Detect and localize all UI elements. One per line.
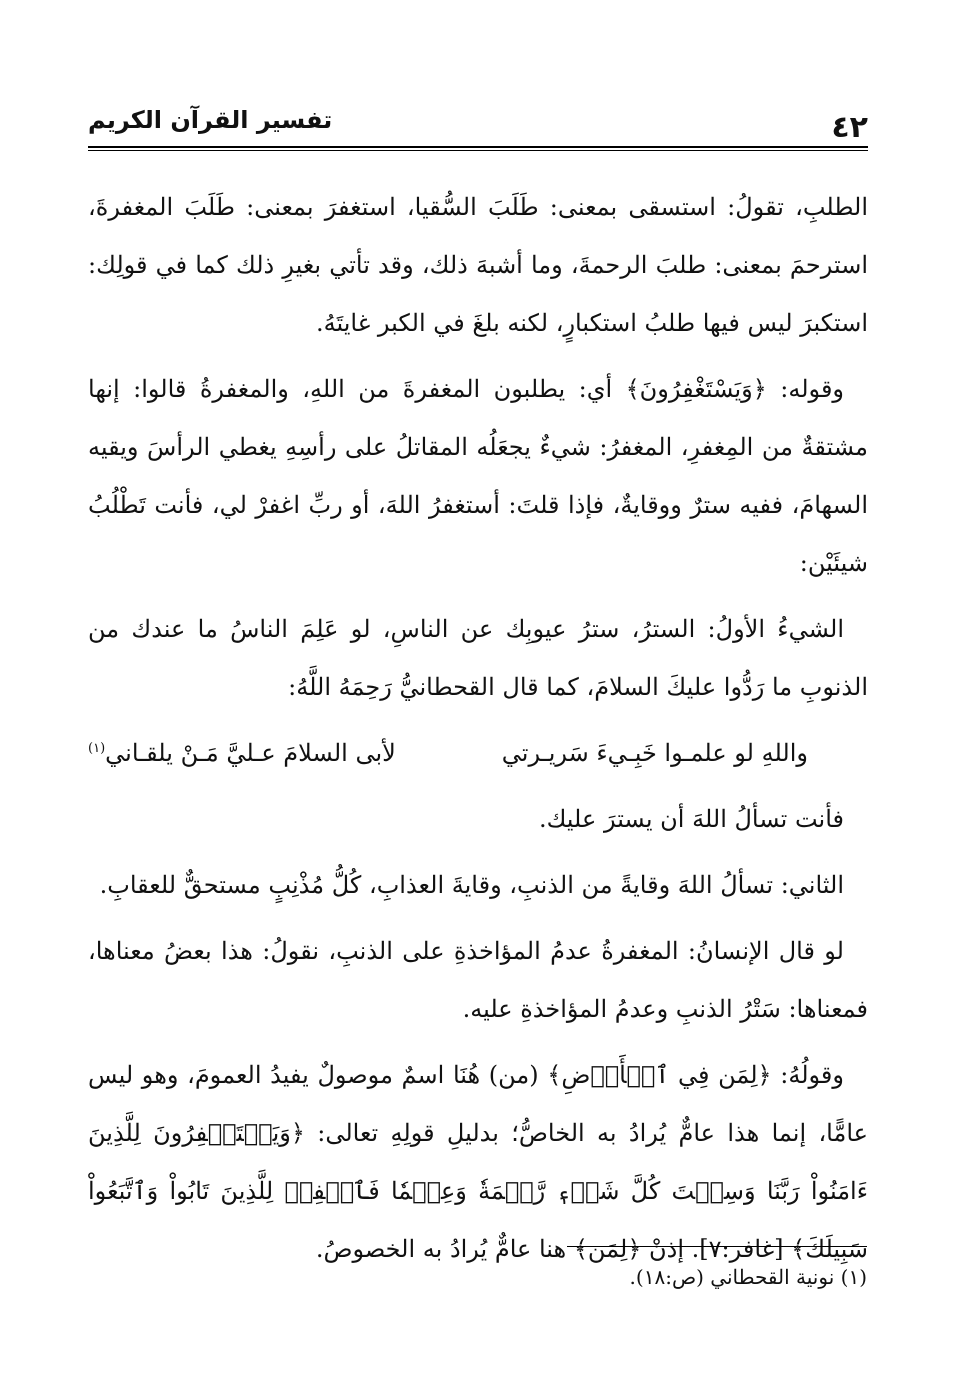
book-title: تفسير القرآن الكريم <box>88 106 333 134</box>
footnote-marker: (١) <box>88 741 106 756</box>
poetry-verse <box>88 724 868 782</box>
header-rule <box>88 146 868 151</box>
footnote-1: (١) نونية القحطاني (ص:١٨). <box>629 1265 867 1289</box>
paragraph-4: فأنت تسألُ اللهَ أن يسترَ عليك. <box>538 805 844 833</box>
page-body <box>88 178 868 1286</box>
paragraph-5: الثاني: تسألُ اللهَ وقايةً من الذنبِ، وقايةَ العذابِ، كُلُّ مُذْنِبٍ مستحقٌّ للعقابِ. <box>99 871 844 899</box>
verse-hemistich-first: واللهِ لو علمـوا خَبِـيءَ سَريـرتي <box>501 739 808 767</box>
running-header <box>88 104 868 148</box>
footnote-separator <box>567 1246 867 1247</box>
page-number: ٤٢ <box>831 110 868 145</box>
paragraph-6: لو قال الإنسانُ: المغفرةُ عدمُ المؤاخذةِ على الذنبِ، نقولُ: هذا بعضُ معناها، فمعناها: سَتْرُ الذنبِ وعدمُ المؤاخذةِ عليه. <box>88 937 868 1023</box>
paragraph-3: الشيءُ الأولُ: السترُ، سترُ عيوبِك عن الناسِ، لو عَلِمَ الناسُ ما عندك من الذنوبِ ما رَدُّوا عليكَ السلامَ، كما قال القحطانيُّ رَحِمَهُ اللَّهُ: <box>88 615 868 701</box>
paragraph-1: الطلبِ، تقولُ: استسقى بمعنى: طَلَبَ السُّقيا، استغفرَ بمعنى: طَلَبَ المغفرةَ، استرحمَ بمعنى: طلبَ الرحمةَ، وما أشبهَ ذلك، وقد تأتي بغيرِ ذلك كما في قولِك: استكبرَ ليس فيها طلبُ استكبارٍ، لكنه بلغَ في الكبر غايتَهُ. <box>88 193 868 337</box>
verse-hemistich-second-text: لأبى السلامَ عـليَّ مَـنْ يلقـاني <box>105 739 396 767</box>
paragraph-7: وقولُهُ: ﴿لِمَن فِي ٱلۡأَرۡضِ﴾ (من) هُنَا اسمٌ موصولٌ يفيدُ العمومَ، وهو ليس عامًّا، إنما هذا عامٌّ يُرادُ به الخاصُّ؛ بدليلِ قولِهِ تعالى: ﴿وَيَسۡتَغۡفِرُونَ لِلَّذِينَ ءَامَنُواْ رَبَّنَا وَسِعۡتَ كُلَّ شَيۡءٖ رَّحۡمَةٗ وَعِلۡمٗا فَٱغۡفِرۡ لِلَّذِينَ تَابُواْ وَٱتَّبَعُواْ سَبِيلَكَ﴾ [غافر:٧]. إذنْ ﴿لِمَن﴾ هنا عامٌّ يُرادُ به الخصوصُ. <box>88 1061 868 1263</box>
verse-hemistich-second <box>88 724 396 782</box>
paragraph-2: وقوله: ﴿وَيَسْتَغْفِرُونَ﴾ أي: يطلبون المغفرةَ من اللهِ، والمغفرةُ قالوا: إنها مشتقةٌ من المِغفرِ، المغفرُ: شيءٌ يجعَلُه المقاتلُ على رأسِهِ يغطي الرأسَ ويقيه السهامَ، ففيه سترٌ ووقايةٌ، فإذا قلتَ: أستغفرُ اللهَ، أو ربِّ اغفرْ لي، فأنت تَطْلُبُ شيئَيْن: <box>88 375 868 577</box>
